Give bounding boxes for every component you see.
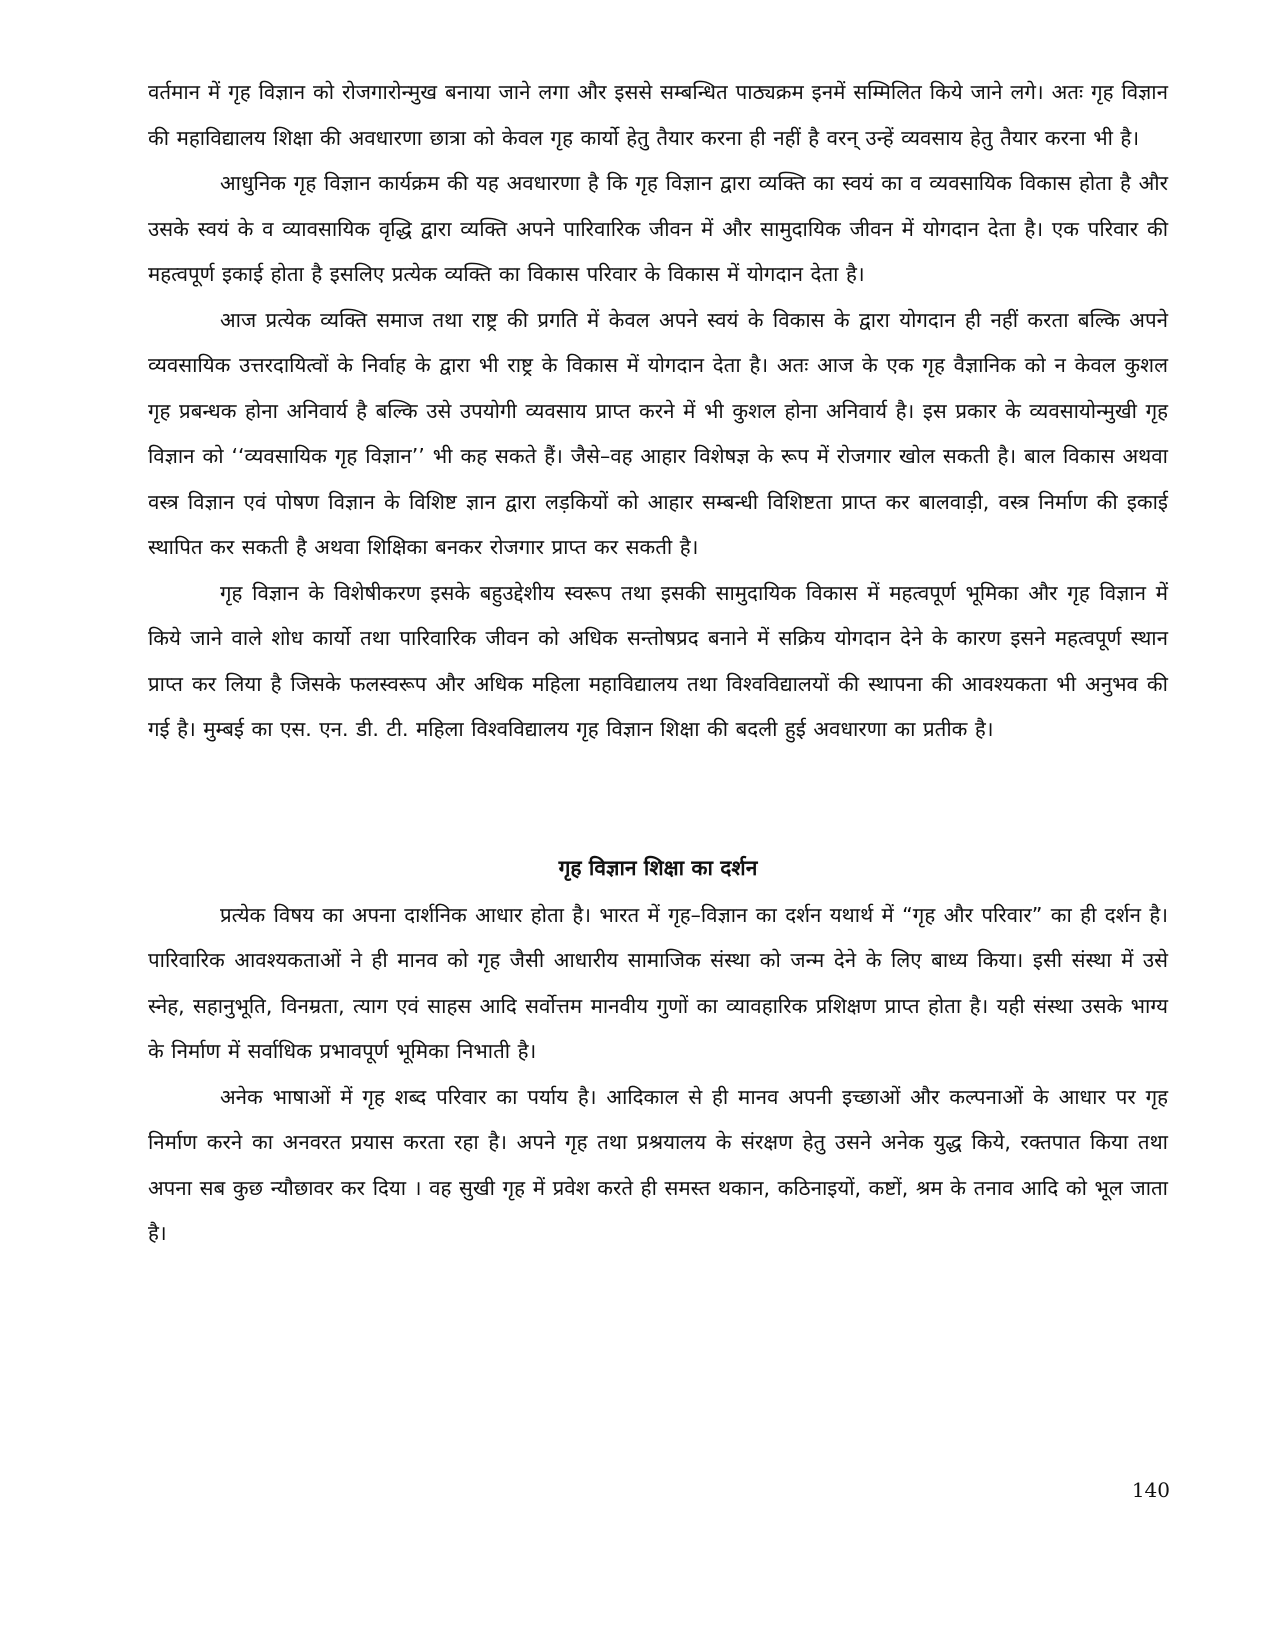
paragraph: गृह विज्ञान के विशेषीकरण इसके बहुउद्देशीय स्वरूप तथा इसकी सामुदायिक विकास में महत्वपूर्ण भूमिका और गृह विज्ञान में किये जाने वाले शोध कार्यो तथा पारिवारिक जीवन को अधिक सन्तोषप्रद बनाने में सक्रिय योगदान देने के कारण इसने महत्वपूर्ण स्थान प्राप्त कर लिया है जिसके फलस्वरूप और अधिक महिला महाविद्यालय तथा विश्वविद्यालयों की स्थापना की आवश्यकता भी अनुभव की गई है। मुम्बई का एस. एन. डी. टी. महिला विश्वविद्यालय गृह विज्ञान शिक्षा की बदली हुई अवधारणा का प्रतीक है। xyxy=(148,580,1168,741)
section-heading: गृह विज्ञान शिक्षा का दर्शन xyxy=(558,855,758,880)
page-number: 140 xyxy=(1131,1478,1170,1502)
section-philosophy xyxy=(148,843,1168,1257)
paragraph: अनेक भाषाओं में गृह शब्द परिवार का पर्याय है। आदिकाल से ही मानव अपनी इच्छाओं और कल्पनाओं के आधार पर गृह निर्माण करने का अनवरत प्रयास करता रहा है। अपने गृह तथा प्रश्रयालय के संरक्षण हेतु उसने अनेक युद्ध किये, रक्तपात किया तथा अपना सब कुछ न्यौछावर कर दिया । वह सुखी गृह में प्रवेश करते ही समस्त थकान, कठिनाइयों, कष्टों, श्रम के तनाव आदि को भूल जाता है। xyxy=(148,1084,1168,1245)
paragraph: आधुनिक गृह विज्ञान कार्यक्रम की यह अवधारणा है कि गृह विज्ञान द्वारा व्यक्ति का स्वयं का व व्यवसायिक विकास होता है और उसके स्वयं के व व्यावसायिक वृद्धि द्वारा व्यक्ति अपने पारिवारिक जीवन में और सामुदायिक जीवन में योगदान देता है। एक परिवार की महत्वपूर्ण इकाई होता है इसलिए प्रत्येक व्यक्ति का विकास परिवार के विकास में योगदान देता है। xyxy=(148,171,1168,286)
page-content xyxy=(148,70,1168,1257)
paragraph: प्रत्येक विषय का अपना दार्शनिक आधार होता है। भारत में गृह–विज्ञान का दर्शन यथार्थ में “गृह और परिवार” का ही दर्शन है। पारिवारिक आवश्यकताओं ने ही मानव को गृह जैसी आधारीय सामाजिक संस्था को जन्म देने के लिए बाध्य किया। इसी संस्था में उसे स्नेह, सहानुभूति, विनम्रता, त्याग एवं साहस आदि सर्वोत्तम मानवीय गुणों का व्यावहारिक प्रशिक्षण प्राप्त होता है। यही संस्था उसके भाग्य के निर्माण में सर्वाधिक प्रभावपूर्ण भूमिका निभाती है। xyxy=(148,902,1168,1063)
section-vocational-home-science xyxy=(148,70,1168,753)
paragraph: आज प्रत्येक व्यक्ति समाज तथा राष्ट्र की प्रगति में केवल अपने स्वयं के विकास के द्वारा योगदान ही नहीं करता बल्कि अपने व्यवसायिक उत्तरदायित्वों के निर्वाह के द्वारा भी राष्ट्र के विकास में योगदान देता है। अतः आज के एक गृह वैज्ञानिक को न केवल कुशल गृह प्रबन्धक होना अनिवार्य है बल्कि उसे उपयोगी व्यवसाय प्राप्त करने में भी कुशल होना अनिवार्य है। इस प्रकार के व्यवसायोन्मुखी गृह विज्ञान को ‘‘व्यवसायिक गृह विज्ञान’’ भी कह सकते हैं। जैसे–वह आहार विशेषज्ञ के रूप में रोजगार खोल सकती है। बाल विकास अथवा वस्त्र विज्ञान एवं पोषण विज्ञान के विशिष्ट ज्ञान द्वारा लड़कियों को आहार सम्बन्धी विशिष्टता प्राप्त कर बालवाड़ी, वस्त्र निर्माण की इकाई स्थापित कर सकती है अथवा शिक्षिका बनकर रोजगार प्राप्त कर सकती है। xyxy=(148,307,1168,559)
paragraph: वर्तमान में गृह विज्ञान को रोजगारोन्मुख बनाया जाने लगा और इससे सम्बन्धित पाठ्यक्रम इनमें सम्मिलित किये जाने लगे। अतः गृह विज्ञान की महाविद्यालय शिक्षा की अवधारणा छात्रा को केवल गृह कार्यो हेतु तैयार करना ही नहीं है वरन् उन्हें व्यवसाय हेतु तैयार करना भी है। xyxy=(148,80,1168,150)
